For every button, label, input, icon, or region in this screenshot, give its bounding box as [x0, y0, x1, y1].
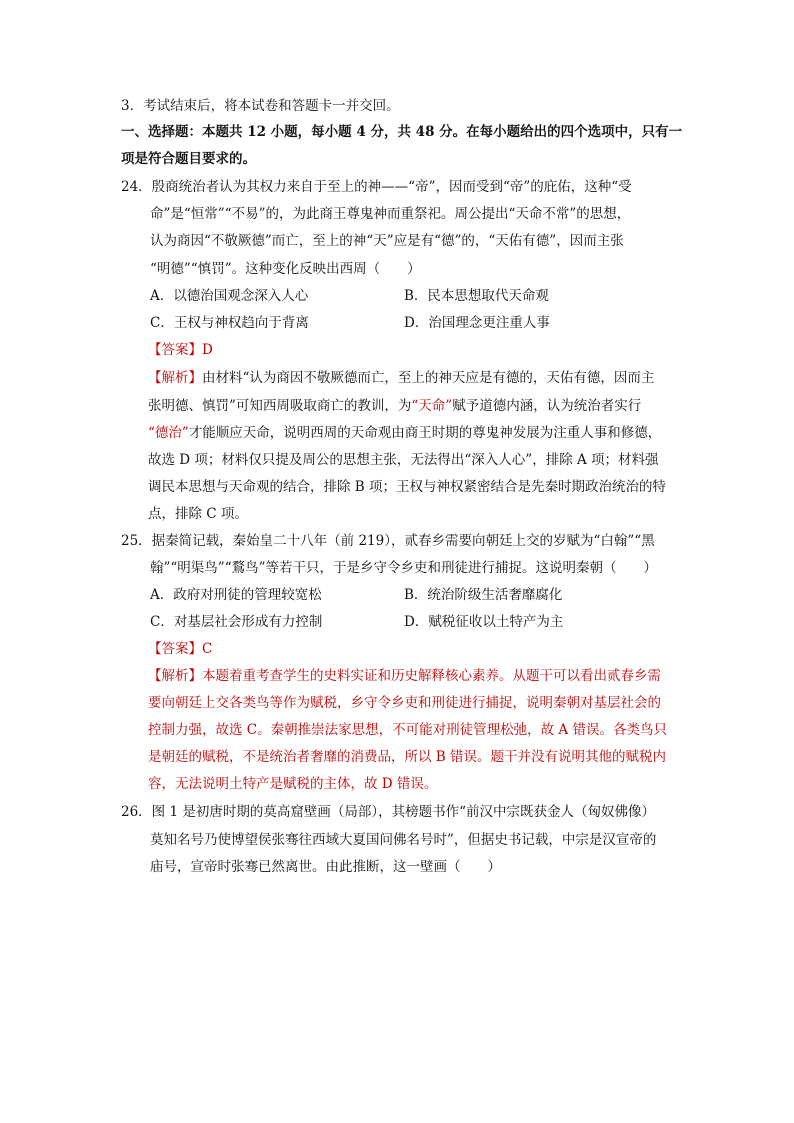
q25-option-d: D．赋税征收以土特产为主 — [404, 614, 564, 630]
q24-analysis-line1 — [148, 368, 654, 388]
q25-analysis-label: 【解析】 — [148, 668, 202, 684]
q24-stem-line4: “明德”“慎罚”。这种变化反映出西周（ ） — [150, 261, 421, 277]
q24-answer-value: D — [202, 342, 213, 358]
q26-stem-line2: 莫知名号乃使博望侯张骞往西域大夏国问佛名号时”，但据史书记载，中宗是汉宣帝的 — [150, 832, 657, 848]
q26-stem-line1: 26．图 1 是初唐时期的莫高窟壁画（局部），其榜题书作“前汉中宗既获金人（匈奴佛像） — [121, 804, 656, 820]
q25-option-c: C．对基层社会形成有力控制 — [150, 614, 323, 630]
q24-analysis-dezhi: “德治” — [148, 425, 189, 441]
q25-analysis-line2: 要向朝廷上交各类鸟等作为赋税，乡守令乡吏和刑徒进行捕捉，说明秦朝对基层社会的 — [148, 695, 661, 711]
q24-analysis-label: 【解析】 — [148, 370, 202, 386]
q24-analysis-line2 — [148, 396, 641, 416]
q24-stem-line1: 24．殷商统治者认为其权力来自于至上的神——“帝”，因而受到“帝”的庇佑，这种“受 — [121, 179, 632, 195]
q25-stem-line2: 翰”“明渠鸟”“鶩鸟”等若干只，于是乡守令乡吏和刑徒进行捕捉。这说明秦朝（ ） — [150, 560, 658, 576]
q25-answer-label: 【答案】 — [148, 641, 202, 657]
q24-answer-label: 【答案】 — [148, 342, 202, 358]
section-heading-line1: 一、选择题：本题共 12 小题，每小题 4 分，共 48 分。在每小题给出的四个选项中，只有一 — [121, 124, 683, 140]
q24-analysis-text1: 由材料“认为商因不敬厥德而亡，至上的神天应是有德的，天佑有德，因而主 — [202, 370, 655, 386]
notice-item-3: 3．考试结束后，将本试卷和答题卡一并交回。 — [121, 98, 400, 114]
q25-analysis-line3: 控制力强，故选 C。秦朝推崇法家思想，不可能对刑徒管理松弛，故 A 错误。各类鸟只 — [148, 722, 667, 738]
q24-answer — [148, 340, 213, 360]
q24-stem-line3: 认为商因“不敬厥德”而亡，至上的神“天”应是有“德”的，“天佑有德”，因而主张 — [150, 233, 624, 249]
q24-option-a: A．以德治国观念深入人心 — [150, 288, 309, 304]
section-heading-line2: 项是符合题目要求的。 — [121, 151, 256, 167]
q25-analysis-text1: 本题着重考查学生的史料实证和历史解释核心素养。从题干可以看出贰春乡需 — [202, 668, 661, 684]
q24-option-b: B．民本思想取代天命观 — [404, 288, 549, 304]
q24-analysis-tianming: “天命” — [411, 398, 453, 414]
q24-stem-line2: 命”是“恒常”“不易”的，为此商王尊鬼神而重祭祀。周公提出“天命不常”的思想， — [150, 206, 631, 222]
q26-stem-line3: 庙号，宣帝时张骞已然离世。由此推断，这一壁画（ ） — [150, 859, 501, 875]
q24-analysis-text3: 才能顺应天命，说明西周的天命观由商王时期的尊鬼神发展为注重人事和修德， — [188, 425, 662, 441]
q25-option-a: A．政府对刑徒的管理较宽松 — [150, 587, 322, 603]
q25-option-b: B．统治阶级生活奢靡腐化 — [404, 587, 563, 603]
q25-analysis-line4: 是朝廷的赋税，不是统治者奢靡的消费品，所以 B 错误。题干并没有说明其他的赋税内 — [148, 749, 667, 765]
q24-analysis-text2b: 赋予道德内涵，认为统治者实行 — [452, 398, 642, 414]
q24-analysis-line3 — [148, 423, 661, 443]
q25-stem-line1: 25．据秦简记载，秦始皇二十八年（前 219），贰春乡需要向朝廷上交的岁赋为“白翰”“黑 — [121, 533, 655, 549]
q24-analysis-line6: 点，排除 C 项。 — [148, 506, 248, 522]
q25-answer-value: C — [202, 641, 213, 657]
q24-analysis-text2a: 张明德、慎罚”可知西周吸取商亡的教训，为 — [148, 398, 412, 414]
q24-analysis-line4: 故选 D 项；材料仅只提及周公的思想主张，无法得出“深入人心”，排除 A 项；材料强 — [148, 452, 659, 468]
q25-answer — [148, 639, 212, 659]
q24-option-d: D．治国理念更注重人事 — [404, 315, 550, 331]
q25-analysis-line1 — [148, 666, 661, 686]
q24-option-c: C．王权与神权趋向于背离 — [150, 315, 309, 331]
q24-analysis-line5: 调民本思想与天命观的结合，排除 B 项；王权与神权紧密结合是先秦时期政治统治的特 — [148, 479, 667, 495]
q25-analysis-line5: 容，无法说明土特产是赋税的主体，故 D 错误。 — [148, 776, 438, 792]
